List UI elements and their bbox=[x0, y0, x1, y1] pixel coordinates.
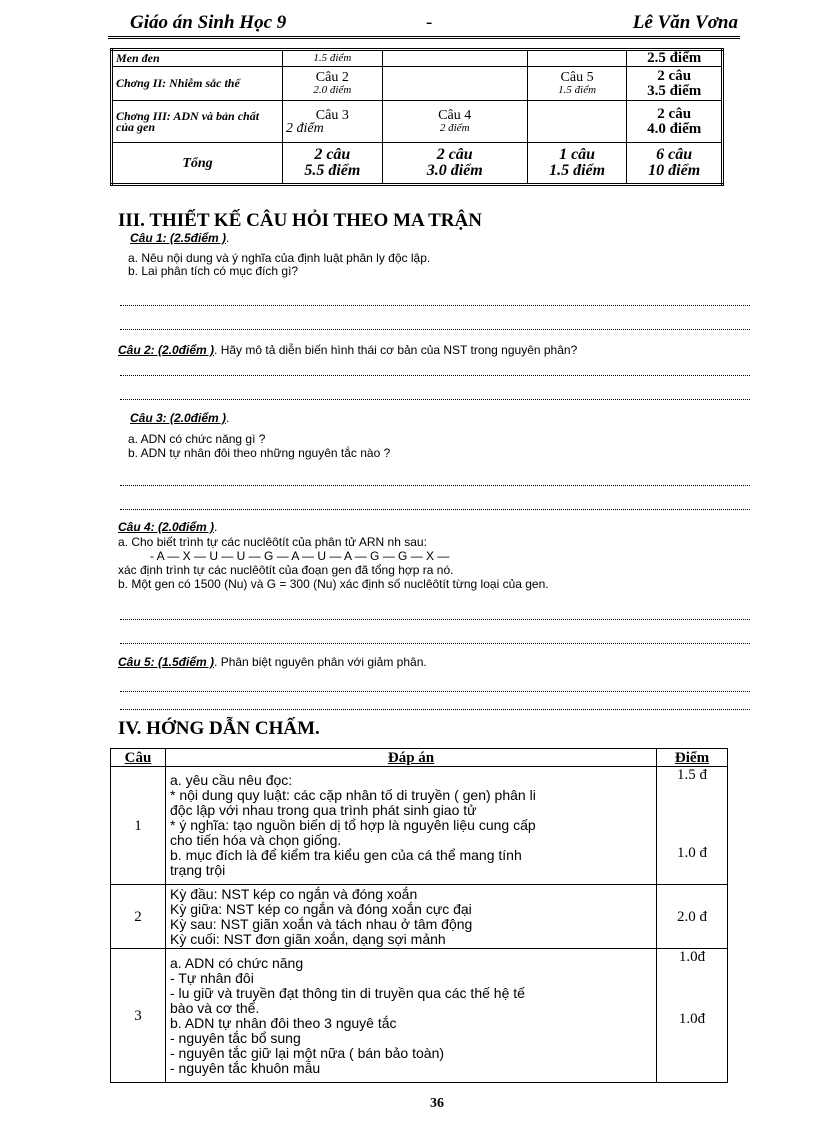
cell-question: Câu 4 bbox=[438, 107, 472, 123]
row-answer: Kỳ đầu: NST kép co ngắn và đóng xoắn Kỳ giữa: NST kép co ngắn và đóng xoắn cực đại Kỳ sau: NST giãn xoắn và tách nhau ở tâm động Kỳ cuối: NST đơn giãn xoắn, dạng sợi mảnh bbox=[166, 885, 657, 949]
answer-line bbox=[120, 328, 750, 330]
cell-points: 2 điểm bbox=[439, 121, 470, 134]
question-2: Câu 2: (2.0điểm ). Hãy mô tả diễn biến hình thái cơ bản của NST trong nguyên phân? bbox=[118, 343, 578, 357]
section-3-title: III. THIẾT KẾ CÂU HỎI THEO MA TRẬN bbox=[118, 210, 482, 231]
grading-row bbox=[111, 949, 728, 1083]
question-3-label: Câu 3: (2.0điểm ). bbox=[130, 411, 230, 425]
answer-line bbox=[120, 484, 750, 486]
question-4a-cont: xác định trình tự các nuclêôtít của đoạn gen đã tổng hợp ra nó. bbox=[118, 563, 454, 577]
total-points: 1.5 điểm bbox=[549, 162, 606, 179]
matrix-table bbox=[110, 48, 724, 186]
header-score: Điểm bbox=[657, 749, 728, 767]
answer-line bbox=[120, 618, 750, 620]
header-separator: - bbox=[426, 12, 433, 33]
question-4-label: Câu 4: (2.0điểm ). bbox=[118, 520, 218, 534]
total-questions: 1 câu bbox=[559, 146, 596, 163]
total-points: 3.0 điểm bbox=[426, 162, 483, 179]
answer-line bbox=[120, 690, 750, 692]
page-number: 36 bbox=[430, 1096, 444, 1111]
total-points: 10 điểm bbox=[648, 162, 701, 179]
question-3b: b. ADN tự nhân đôi theo những nguyên tắc nào ? bbox=[128, 446, 391, 460]
matrix-row bbox=[112, 50, 723, 67]
header-author: Lê Văn Vơna bbox=[632, 12, 738, 33]
row-label: Chơng II: Nhiễm sắc thể bbox=[112, 67, 283, 101]
row-label: Men đen bbox=[112, 50, 283, 67]
total-points: 2.5 điểm bbox=[647, 50, 702, 66]
total-questions: 2 câu bbox=[436, 146, 473, 163]
question-1b: b. Lai phân tích có mục đích gì? bbox=[128, 264, 299, 278]
answer-line bbox=[120, 398, 750, 400]
total-label: Tổng bbox=[112, 143, 283, 185]
row-score: 2.0 đ bbox=[657, 885, 728, 949]
total-questions: 2 câu bbox=[657, 67, 692, 84]
answer-line bbox=[120, 508, 750, 510]
question-5: Câu 5: (1.5điểm ). Phân biệt nguyên phân với giảm phân. bbox=[118, 655, 427, 669]
cell-points: 2.0 điểm bbox=[313, 83, 352, 96]
header-left: Giáo án Sinh Học 9 bbox=[130, 12, 287, 33]
row-score: 1.5 đ 1.0 đ bbox=[657, 767, 728, 885]
cell-question: Câu 5 bbox=[560, 69, 594, 85]
cell-question: Câu 3 bbox=[315, 107, 349, 123]
page-header bbox=[108, 10, 740, 39]
answer-line bbox=[120, 708, 750, 710]
matrix-row bbox=[112, 67, 723, 101]
row-number: 3 bbox=[111, 949, 166, 1083]
grading-row bbox=[111, 767, 728, 885]
header-num: Câu bbox=[111, 749, 166, 767]
grading-header-row bbox=[111, 749, 728, 767]
answer-line bbox=[120, 304, 750, 306]
question-1a: a. Nêu nội dung và ý nghĩa của định luật phân ly độc lập. bbox=[128, 251, 431, 265]
row-score: 1.0đ 1.0đ bbox=[657, 949, 728, 1083]
question-4-sequence: - A — X — U — U — G — A — U — A — G — G — X — bbox=[150, 549, 450, 563]
cell-question: Câu 2 bbox=[315, 69, 349, 85]
row-number: 2 bbox=[111, 885, 166, 949]
cell-points: 2 điểm bbox=[286, 120, 324, 136]
question-4a: a. Cho biết trình tự các nuclêôtít của phân tử ARN nh sau: bbox=[118, 535, 427, 549]
row-answer: a. ADN có chức năng - Tự nhân đôi - lu giữ và truyền đạt thông tin di truyền qua các thế hệ tế bào và cơ thể. b. ADN tự nhân đôi theo 3 nguyê tắc - nguyên tắc bổ sung - nguyên tắc giữ lại một nữa ( bán bảo toàn) - nguyên tắc khuôn mẫu bbox=[166, 949, 657, 1083]
question-4b: b. Một gen có 1500 (Nu) và G = 300 (Nu) xác định số nuclêôtít từng loại của gen. bbox=[118, 577, 549, 591]
grading-table bbox=[110, 748, 728, 1083]
total-questions: 2 câu bbox=[657, 105, 692, 122]
total-points: 5.5 điểm bbox=[304, 162, 361, 179]
total-points: 4.0 điểm bbox=[647, 120, 702, 137]
grading-row bbox=[111, 885, 728, 949]
answer-line bbox=[120, 642, 750, 644]
row-number: 1 bbox=[111, 767, 166, 885]
matrix-total-row bbox=[112, 143, 723, 185]
matrix-row bbox=[112, 101, 723, 143]
total-points: 3.5 điểm bbox=[647, 82, 702, 99]
answer-line bbox=[120, 374, 750, 376]
row-answer: a. yêu cầu nêu đọc: * nội dung quy luật: các cặp nhân tố di truyền ( gen) phân li độc lập với nhau trong qua trình phát sinh giao tử * ý nghĩa: tạo nguồn biến dị tổ hợp là nguyên liệu cung cấp cho tiến hóa và chọn giống. b. mục đích là để kiểm tra kiểu gen của cá thể mang tính trạng trội bbox=[166, 767, 657, 885]
header-answer: Đáp án bbox=[166, 749, 657, 767]
total-questions: 6 câu bbox=[656, 146, 693, 163]
question-1-label: Câu 1: (2.5điểm ). bbox=[130, 231, 230, 245]
section-4-title: IV. HỚNG DẪN CHẤM. bbox=[118, 718, 320, 739]
row-label: Chơng III: ADN và bản chất của gen bbox=[112, 101, 283, 143]
cell-points: 1.5 điểm bbox=[558, 83, 597, 96]
cell-points: 1.5 điểm bbox=[313, 52, 352, 64]
total-questions: 2 câu bbox=[314, 146, 351, 163]
question-3a: a. ADN có chức năng gì ? bbox=[128, 432, 266, 446]
